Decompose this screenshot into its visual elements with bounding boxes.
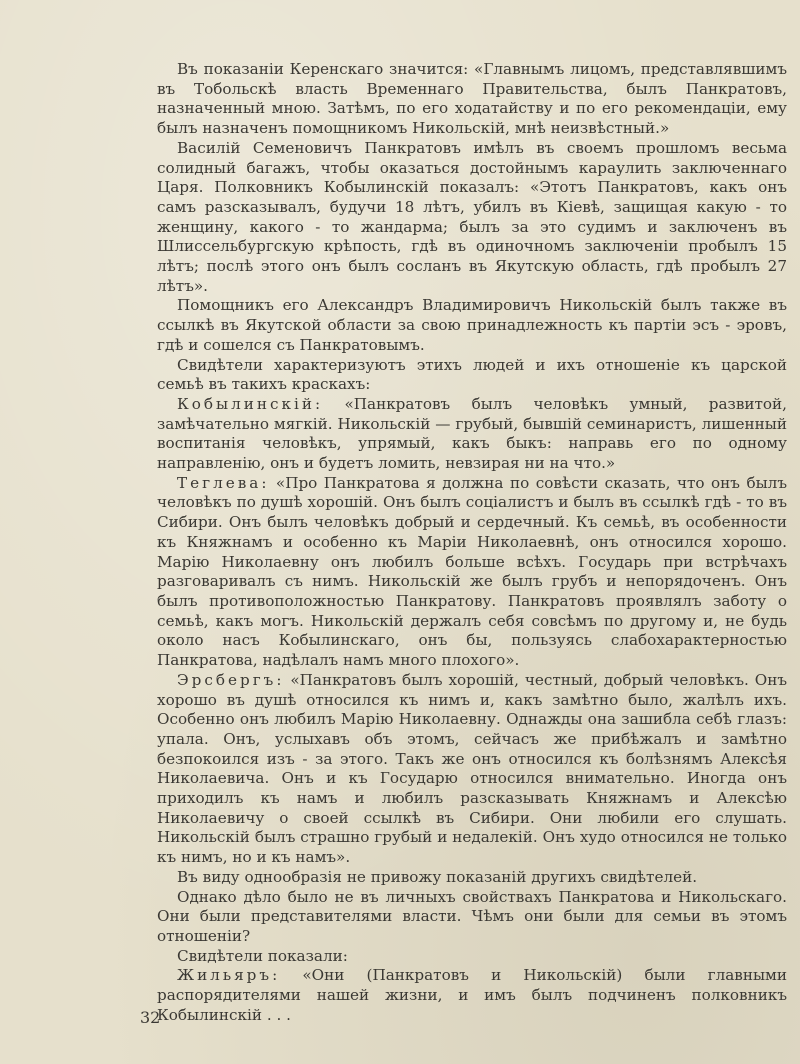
paragraph [157,868,787,888]
paragraph-text: Помощникъ его Александръ Владимировичъ Никольскiй былъ также въ ссылкѣ въ Якутской области за свою принадлежность къ партiи эсъ - эровъ, гдѣ и сошелся съ Панкратовымъ. [157,296,787,354]
paragraph [157,474,787,671]
paragraph-text: «Панкратовъ былъ человѣкъ умный, развитой, замѣчательно мягкiй. Никольскiй — грубый, бывшiй семинаристъ, лишенный воспитанiя человѣкъ, упрямый, какъ быкъ: направь его по одному направленiю, онъ и будетъ ломить, невзирая ни на что.» [157,394,787,473]
paragraph [157,60,787,139]
paragraph [157,395,787,474]
speaker-name: Эрсбергъ: [177,670,285,689]
paragraph [157,947,787,967]
paragraph [157,966,787,1025]
paragraph-text: Однако дѣло было не въ личныхъ свойствахъ Панкратова и Никольскаго. Они были представителями власти. Чѣмъ они были для семьи въ этомъ отношенiи? [157,887,787,945]
paragraph [157,296,787,355]
paragraph [157,139,787,297]
paragraph-text: Свидѣтели показали: [177,946,348,965]
paragraph-text: Свидѣтели характеризуютъ этихъ людей и ихъ отношенiе къ царской семьѣ въ такихъ краскахъ: [157,355,787,394]
paragraph-text: Въ виду однообразiя не привожу показанiй другихъ свидѣтелей. [177,867,698,886]
paragraph [157,356,787,395]
paragraph [157,671,787,868]
paragraph [157,888,787,947]
paragraph-text: Въ показанiи Керенскаго значится: «Главнымъ лицомъ, представлявшимъ въ Тобольскѣ власть Временнаго Правительства, былъ Панкратовъ, назначенный мною. Затѣмъ, по его ходатайству и по его рекомендацiи, ему былъ назначенъ помощникомъ Никольскiй, мнѣ неизвѣстный.» [157,60,787,138]
body-text [157,60,787,1025]
speaker-name: Теглева: [177,473,270,492]
paragraph-text: Василiй Семеновичъ Панкратовъ имѣлъ въ своемъ прошломъ весьма солидный багажъ, чтобы оказаться достойнымъ караулить заключеннаго Царя. Полковникъ Кобылинскiй показалъ: «Этотъ Панкратовъ, какъ онъ самъ разсказывалъ, будучи 18 лѣтъ, убилъ въ Кiевѣ, защищая какую - то женщину, какого - то жандарма; былъ за это судимъ и заключенъ въ Шлиссельбургскую крѣпость, гдѣ въ одиночномъ заключенiи пробылъ 15 лѣтъ; послѣ этого онъ былъ сосланъ въ Якутскую область, гдѣ пробылъ 27 лѣтъ». [157,138,787,295]
page-number: 32 [140,1008,161,1027]
paragraph-text: «Про Панкратова я должна по совѣсти сказать, что онъ былъ человѣкъ по душѣ хорошiй. Онъ былъ соцiалистъ и былъ въ ссылкѣ гдѣ - то въ Сибири. Онъ былъ человѣкъ добрый и сердечный. Къ семьѣ, въ особенности къ Княжнамъ и особенно къ Марiи Николаевнѣ, онъ относился хорошо. Марiю Николаевну онъ любилъ больше всѣхъ. Государь при встрѣчахъ разговаривалъ съ нимъ. Никольскiй же былъ грубъ и непорядоченъ. Онъ былъ противоположностью Панкратову. Панкратовъ проявлялъ заботу о семьѣ, какъ могъ. Никольскiй держалъ себя совсѣмъ по другому и, не будь около насъ Кобылинскаго, онъ бы, пользуясь слабохарактерностью Панкратова, надѣлалъ намъ много плохого». [157,473,787,670]
speaker-name: Жильяръ: [177,966,281,985]
paragraph-text: «Они (Панкратовъ и Никольскiй) были главными распорядителями нашей жизни, и имъ былъ подчиненъ полковникъ Кобылинскiй . . . [157,966,787,1024]
speaker-name: Кобылинскiй: [177,394,324,413]
paragraph-text: «Панкратовъ былъ хорошiй, честный, добрый человѣкъ. Онъ хорошо въ душѣ относился къ нимъ и, какъ замѣтно было, жалѣлъ ихъ. Особенно онъ любилъ Марiю Николаевну. Однажды она зашибла себѣ глазъ: упала. Онъ, услыхавъ объ этомъ, сейчасъ же прибѣжалъ и замѣтно безпокоился изъ - за этого. Такъ же онъ относился къ болѣзнямъ Алексѣя Николаевича. Онъ и къ Государю относился внимательно. Иногда онъ приходилъ къ намъ и любилъ разсказывать Княжнамъ и Алексѣю Николаевичу о своей ссылкѣ въ Сибири. Они любили его слушать. Никольскiй былъ страшно грубый и недалекiй. Онъ худо относился не только къ нимъ, но и къ намъ». [157,670,787,867]
